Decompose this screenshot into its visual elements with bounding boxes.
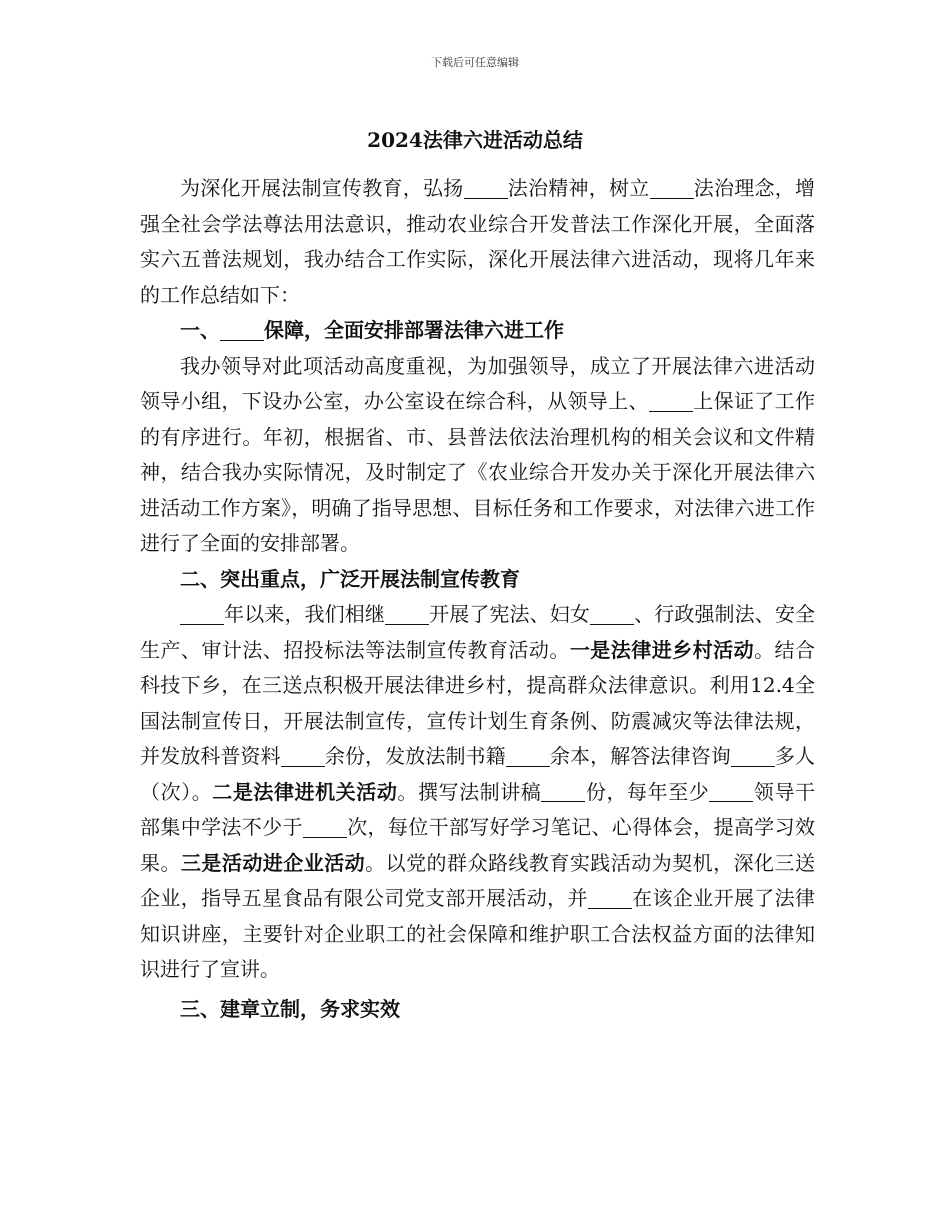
blank [180,604,224,625]
blank [220,320,264,341]
section-1-text-2: 上保证了工作的有序进行。年初，根据省、市、县普法依法治理机构的相关会议和文件精神，结合我办实际情况，及时制定了《农业综合开发办关于深化开展法律六进活动工作方案》，明确了指导思想、目标任务和工作要求，对法律六进工作进行了全面的安排部署。 [140,389,816,555]
blank [590,604,634,625]
bold-phrase-agency: 二是法律进机关活动 [212,779,398,804]
document-title: 2024法律六进活动总结 [367,128,583,152]
intro-text-3: 法治理念，增强全社会学法尊法用法意识，推动农业综合开发普法工作深化开展，全面落实六五普法规划，我办结合工作实际，深化开展法律六进活动，现将几年来的工作总结如下： [140,176,815,307]
section-2-text: 在该企业开展了法律知识讲座，主要针对企业职工的社会保障和维护职工合法权益方面的法律知识进行了宣讲。 [140,886,816,981]
blank [709,781,753,802]
blank [588,888,632,909]
blank [464,178,508,199]
section-2-text: 余本，解答法律咨询 [549,744,731,768]
section-1-heading-a: 一、 [180,318,220,342]
section-1-text-1: 我办领导对此项活动高度重视，为加强领导，成立了开展法律六进活动领导小组，下设办公室，办公室设在综合科，从领导上、 [140,353,815,413]
section-2-text: 。结合科技下乡，在三送点积极开展法律进乡村，提高群众法律意识。利用12.4全国法制宣传日，开展法制宣传，宣传计划生育条例、防震减灾等法律法规，并发放科普资料 [140,637,815,768]
section-2-text: 。以党的群众路线教育实践活动为契机，深化三送企业，指导五星食品有限公司党支部开展活动，并 [140,850,815,910]
bold-phrase-enterprise: 三是活动进企业活动 [180,850,366,875]
section-2-paragraph [140,597,815,988]
section-2-text: 份，每年至少 [585,779,710,804]
section-2-text: 年以来，我们相继 [224,602,385,626]
intro-text-2: 法治精神，树立 [507,176,650,200]
blank [731,746,775,767]
intro-text-1: 为深化开展法制宣传教育，弘扬 [180,176,464,200]
section-2-text: 次，每位干部写好学习笔记、心得体会，提高学习效果。 [140,815,816,875]
blank [650,178,694,199]
section-2-text: 多人（次）。 [140,744,816,804]
blank [541,781,585,802]
blank [281,746,325,767]
section-3-heading: 三、建章立制，务求实效 [180,996,400,1021]
section-2-text: 开展了宪法、妇女 [429,602,590,626]
section-1-paragraph [140,349,815,562]
section-2-text: 领导干部集中学法不少于 [140,779,816,839]
header-note: 下载后可任意编辑 [431,56,519,69]
section-1-heading [140,313,815,349]
blank [649,391,693,412]
blank [385,604,429,625]
blank [506,746,550,767]
blank [303,817,347,838]
document-body [140,171,815,1027]
section-2-text: 余份，发放法制书籍 [324,744,506,768]
section-2-text: 。撰写法制讲稿 [397,779,542,804]
section-2-text: 、行政强制法、安全生产、审计法、招投标法等法制宣传教育活动。 [140,602,816,662]
intro-paragraph [140,171,815,313]
section-1-heading-b: 保障，全面安排部署法律六进工作 [264,318,564,342]
section-2-heading: 二、突出重点，广泛开展法制宣传教育 [180,566,520,591]
bold-phrase-rural: 一是法律进乡村活动 [569,637,755,662]
